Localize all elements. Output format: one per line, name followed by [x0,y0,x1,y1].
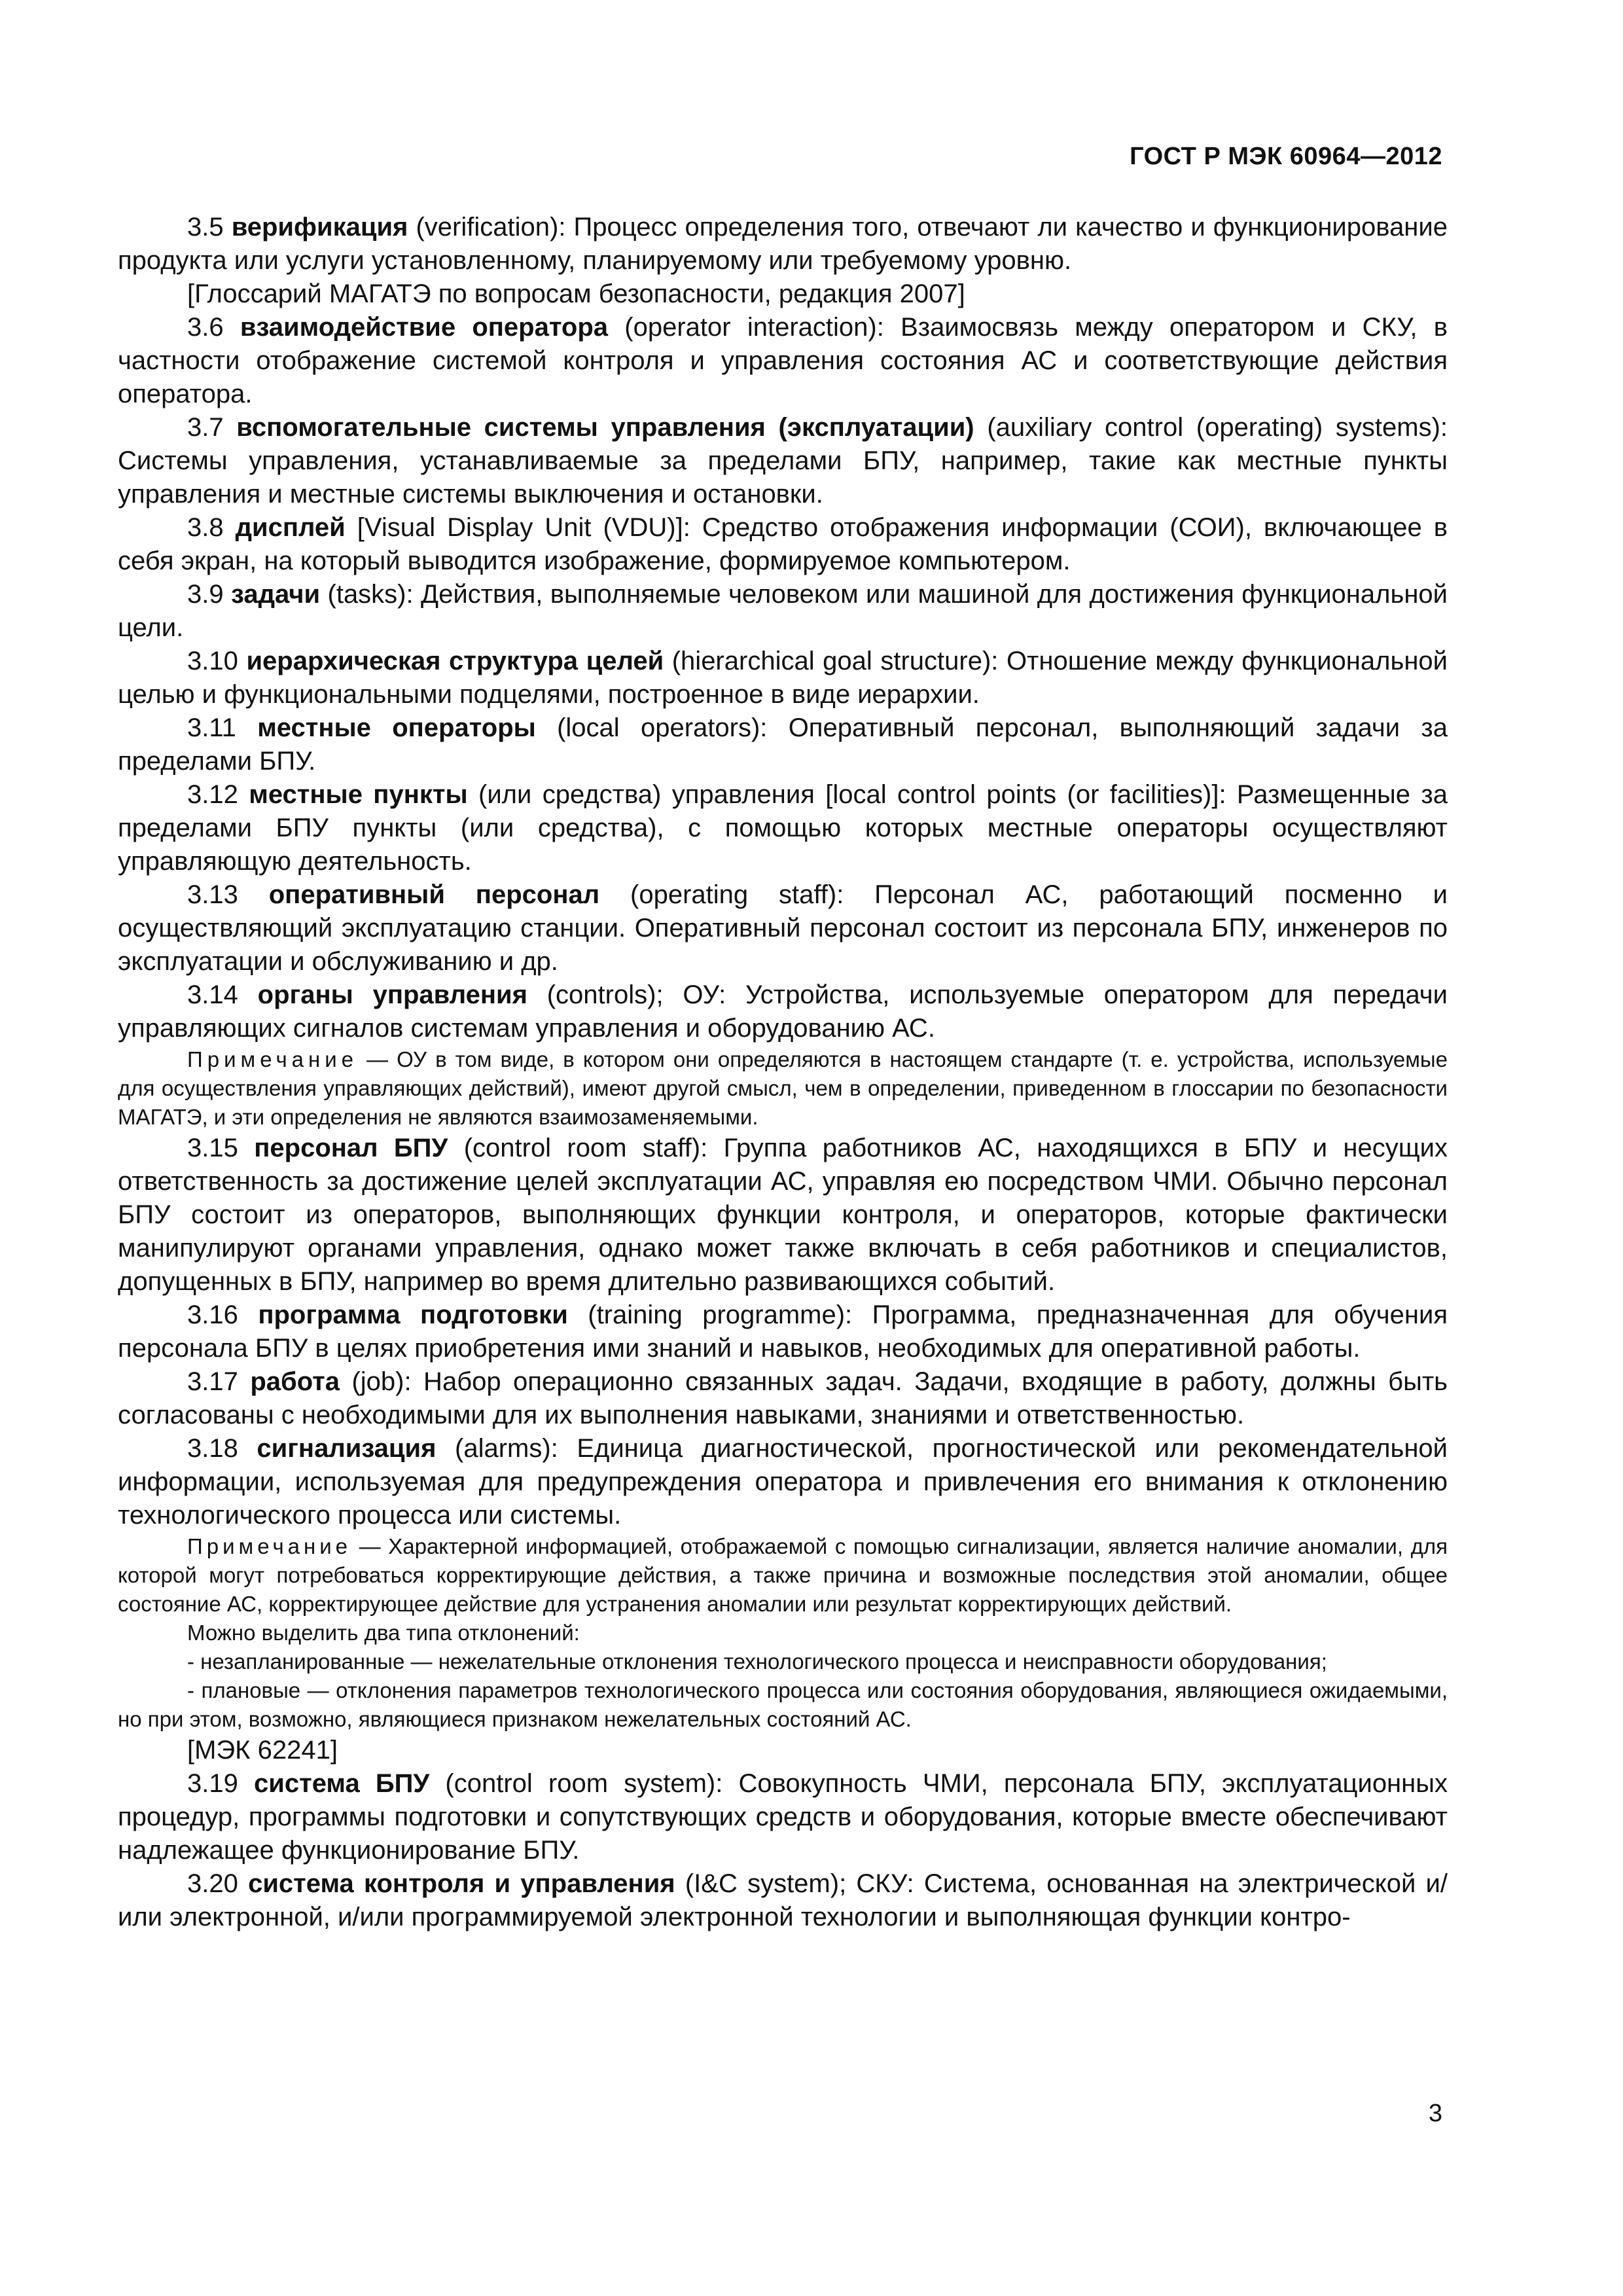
note-alarms [118,1532,1448,1619]
definition-text: (alarms): Единица диагностической, прогностической или рекомендательной информации, используемая для предупреждения оператора и привлечения его внимания к отклонению технологического процесса или системы. [118,1434,1448,1530]
definition-text: (operator interaction): Взаимосвязь между оператором и СКУ, в частности отображение системой контроля и управления состояния АС и соответствующие действия оператора. [118,313,1448,408]
definition-3-15 [118,1132,1448,1299]
definition-text: (job): Набор операционно связанных задач. Задачи, входящие в работу, должны быть согласованы с необходимыми для их выполнения навыками, знаниями и ответственностью. [118,1367,1448,1429]
definition-text: (hierarchical goal structure): Отношение между функциональной целью и функциональными подцелями, построенное в виде иерархии. [118,647,1448,709]
term-bold: система БПУ [254,1769,430,1798]
clause-number: 3.17 [187,1367,238,1396]
term-bold: верификация [231,213,408,242]
document-body [118,211,1448,1934]
definition-3-14 [118,978,1448,1045]
term-bold: органы управления [257,980,527,1009]
definition-3-6 [118,311,1448,411]
clause-number: 3.12 [187,780,238,809]
note-label: Примечание [187,1047,359,1071]
term-bold: программа подготовки [258,1300,568,1329]
term-bold: работа [250,1367,340,1396]
definition-text: (или средства) управления [local control points (or facilities)]: Размещенные за пределами БПУ пункты (или средства), с помощью которых местные операторы осуществляют управляющую деятельность. [118,780,1448,876]
definition-3-13 [118,878,1448,978]
note-text: — ОУ в том виде, в котором они определяются в настоящем стандарте (т. е. устройства, используемые для осуществления управляющих действий), имеют другой смысл, чем в определении, приведенном в глоссарии по безопасности МАГАТЭ, и эти определения не являются взаимозаменяемыми. [118,1047,1448,1129]
term-bold: вспомогательные системы управления (эксплуатации) [236,413,974,442]
term-bold: сигнализация [257,1434,437,1463]
page-number: 3 [1428,2100,1442,2127]
definition-text: (operating staff): Персонал АС, работающий посменно и осуществляющий эксплуатацию станции. Оперативный персонал состоит из персонала БПУ, инженеров по эксплуатации и обслуживанию и др. [118,880,1448,976]
definition-text: (I&C system); СКУ: Система, основанная на электрической и/или электронной, и/или программируемой электронной технологии и выполняющая функции контро- [118,1869,1448,1931]
reference-glossary: [Глоссарий МАГАТЭ по вопросам безопасности, редакция 2007] [187,279,965,308]
definition-3-11 [118,711,1448,778]
term-bold: взаимодействие оператора [240,313,609,342]
note-deviation-item-unplanned: - незапланированные — нежелательные отклонения технологического процесса и неисправности оборудования; [187,1649,1327,1674]
clause-number: 3.8 [187,513,224,542]
definition-3-20 [118,1867,1448,1934]
clause-number: 3.10 [187,647,238,675]
term-bold: персонал БПУ [254,1134,448,1162]
definition-text: (verification): Процесс определения того, отвечают ли качество и функционирование продукта или услуги установленному, планируемому или требуемому уровню. [118,213,1448,275]
definition-3-16 [118,1299,1448,1365]
clause-number: 3.13 [187,880,238,909]
clause-number: 3.11 [187,713,236,742]
definition-3-10 [118,645,1448,711]
definition-text: (controls); ОУ: Устройства, используемые оператором для передачи управляющих сигналов системам управления и оборудованию АС. [118,980,1448,1043]
note-controls [118,1045,1448,1132]
definition-text: (control room staff): Группа работников АС, находящихся в БПУ и несущих ответственность за достижение целей эксплуатации АС, управляя ею посредством ЧМИ. Обычно персонал БПУ состоит из операторов, выполняющих функции контроля, и операторов, которые фактически манипулируют органами управления, однако может также включать в себя работников и специалистов, допущенных в БПУ, например во время длительно развивающихся событий. [118,1134,1448,1296]
term-bold: иерархическая структура целей [246,647,664,675]
note-deviation-item-planned: - плановые — отклонения параметров технологического процесса или состояния оборудования, являющиеся ожидаемыми, но при этом, возможно, являющиеся признаком нежелательных состояний АС. [118,1678,1448,1731]
note-text: — Характерной информацией, отображаемой с помощью сигнализации, является наличие аномалии, для которой могут потребоваться корректирующие действия, а также причина и возможные последствия этой аномалии, общее состояние АС, корректирующее действие для устранения аномалии или результат корректирующих действий. [118,1534,1448,1616]
clause-number: 3.16 [187,1300,238,1329]
definition-3-5 [118,211,1448,278]
clause-number: 3.6 [187,313,224,342]
note-deviation-intro: Можно выделить два типа отклонений: [187,1621,580,1645]
term-bold: местные пункты [249,780,468,809]
definition-text: (control room system): Совокупность ЧМИ, персонала БПУ, эксплуатационных процедур, программы подготовки и сопутствующих средств и оборудования, которые вместе обеспечивают надлежащее функционирование БПУ. [118,1769,1448,1865]
definition-text: (training programme): Программа, предназначенная для обучения персонала БПУ в целях приобретения ими знаний и навыков, необходимых для оперативной работы. [118,1300,1448,1363]
definition-text: (auxiliary control (operating) systems): Системы управления, устанавливаемые за пределами БПУ, например, такие как местные пункты управления и местные системы выключения и остановки. [118,413,1448,509]
term-bold: задачи [231,580,321,609]
clause-number: 3.5 [187,213,224,242]
note-label: Примечание [187,1534,352,1558]
definition-text: (local operators): Оперативный персонал, выполняющий задачи за пределами БПУ. [118,713,1448,776]
term-bold: система контроля и управления [248,1869,675,1898]
clause-number: 3.18 [187,1434,238,1463]
definition-text: (tasks): Действия, выполняемые человеком или машиной для достижения функциональной цели. [118,580,1448,642]
term-bold: дисплей [235,513,346,542]
clause-number: 3.15 [187,1134,238,1162]
term-bold: местные операторы [257,713,536,742]
definition-text: [Visual Display Unit (VDU)]: Средство отображения информации (СОИ), включающее в себя экран, на который выводится изображение, формируемое компьютером. [118,513,1448,575]
clause-number: 3.14 [187,980,238,1009]
definition-3-8 [118,511,1448,578]
definition-3-12 [118,778,1448,878]
clause-number: 3.19 [187,1769,238,1798]
reference-iec: [МЭК 62241] [187,1736,338,1765]
definition-3-7 [118,411,1448,511]
definition-3-17 [118,1365,1448,1432]
clause-number: 3.20 [187,1869,238,1898]
document-code-header: ГОСТ Р МЭК 60964—2012 [1130,143,1442,170]
term-bold: оперативный персонал [268,880,600,909]
clause-number: 3.9 [187,580,224,609]
definition-3-19 [118,1767,1448,1867]
definition-3-9 [118,578,1448,645]
clause-number: 3.7 [187,413,224,442]
definition-3-18 [118,1432,1448,1532]
